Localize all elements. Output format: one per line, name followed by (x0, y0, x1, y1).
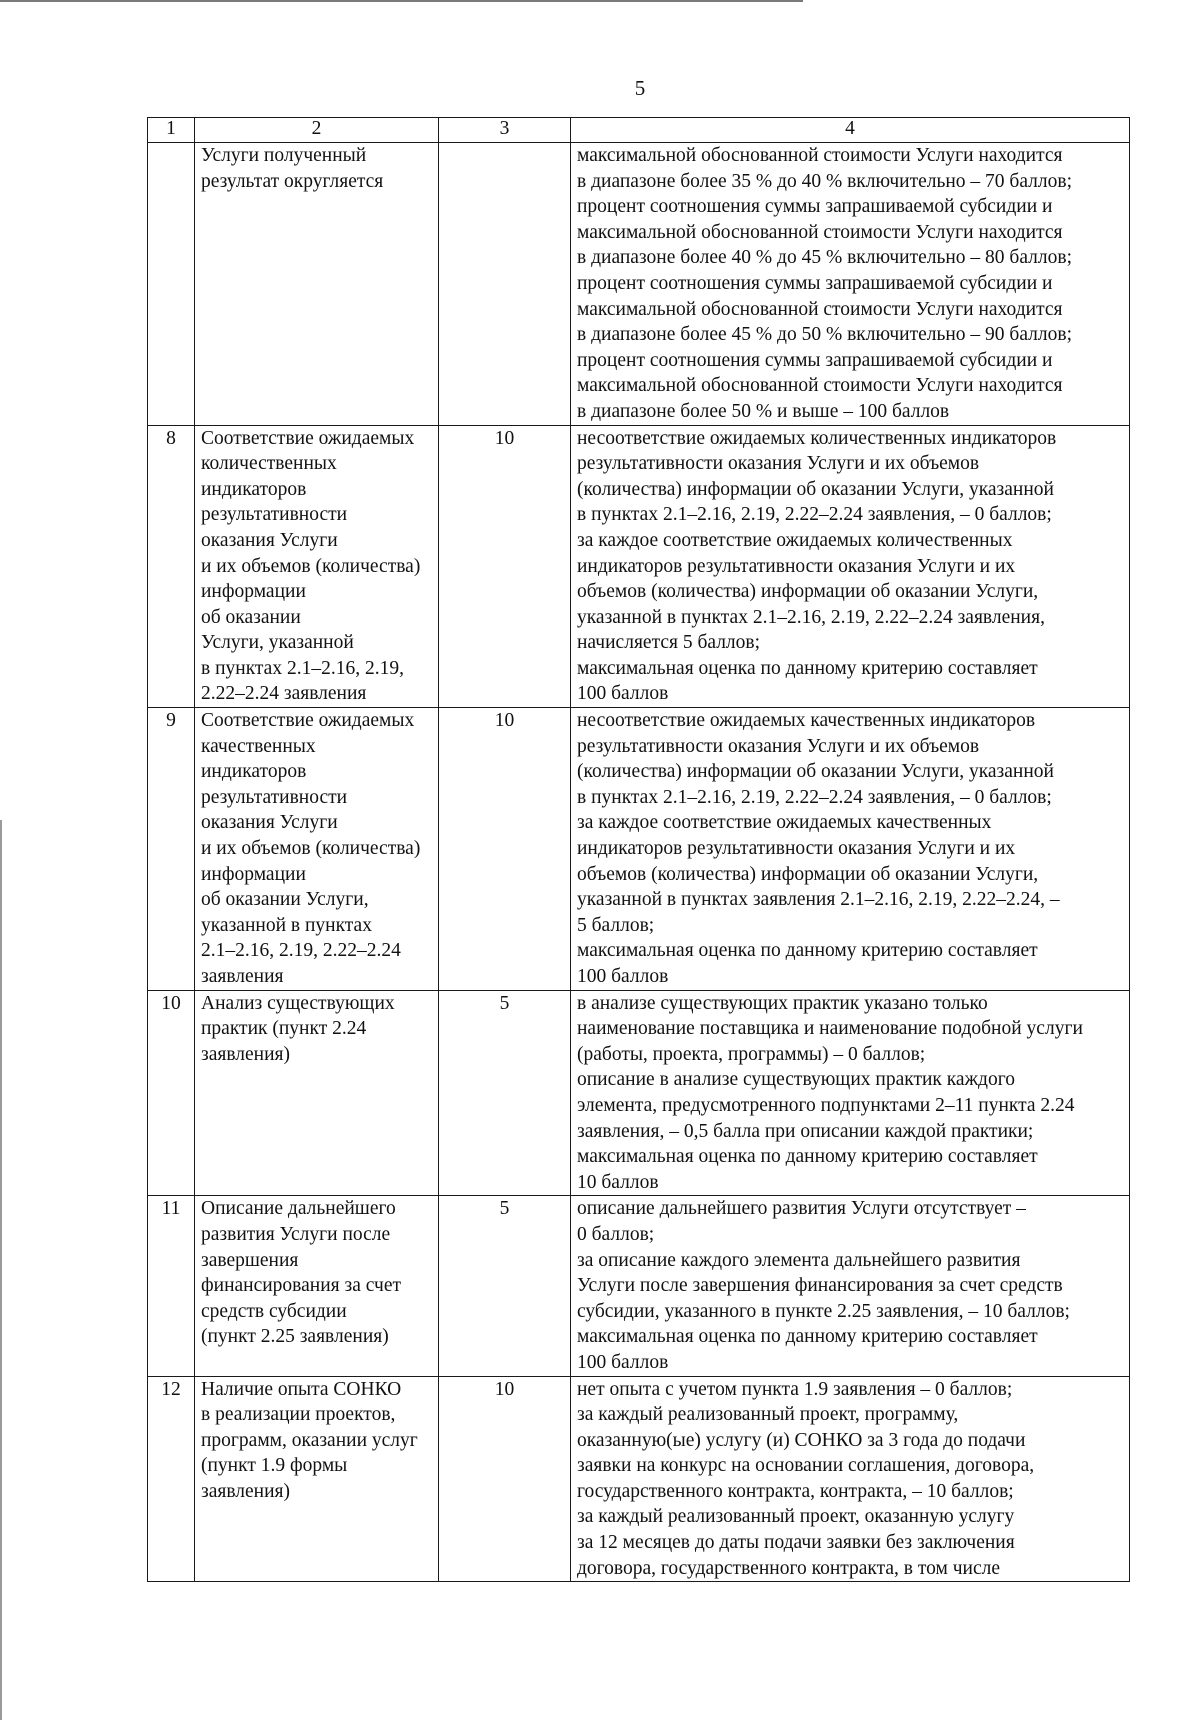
row-number (148, 143, 195, 426)
scoring-description-cell (571, 1376, 1130, 1582)
max-score-cell: 5 (439, 1196, 571, 1376)
criterion-text-line: (пункт 1.9 формы (201, 1455, 348, 1477)
description-text-line: за 12 месяцев до даты подачи заявки без заключения (577, 1532, 1015, 1554)
description-text-line: элемента, предусмотренного подпунктами 2–11 пункта 2.24 (577, 1094, 1075, 1116)
criterion-text-line: программ, оказании услуг (201, 1429, 418, 1451)
description-text-line: несоответствие ожидаемых количественных индикаторов (577, 427, 1057, 449)
criterion-text-line: Наличие опыта СОНКО (201, 1378, 402, 1400)
description-text-line: за каждое соответствие ожидаемых количественных (577, 529, 1013, 551)
description-text-line: договора, государственного контракта, в том числе (577, 1557, 1001, 1579)
criterion-text-line: результативности (201, 504, 348, 526)
scoring-description-cell (571, 143, 1130, 426)
criterion-text-line: в пунктах 2.1–2.16, 2.19, (201, 657, 404, 679)
description-text-line: несоответствие ожидаемых качественных индикаторов (577, 710, 1036, 732)
description-text-line: максимальной обоснованной стоимости Услуги находится (577, 145, 1063, 166)
column-number-3: 3 (439, 118, 571, 143)
description-text-line: результативности оказания Услуги и их объемов (577, 735, 980, 757)
description-text-line: за каждое соответствие ожидаемых качественных (577, 812, 992, 834)
description-text-line: процент соотношения суммы запрашиваемой субсидии и (577, 349, 1053, 371)
table-row (148, 1376, 1130, 1582)
description-text-line: начисляется 5 баллов; (577, 632, 761, 654)
description-text-line: в пунктах 2.1–2.16, 2.19, 2.22–2.24 заявления, – 0 баллов; (577, 786, 1052, 808)
description-text-line: объемов (количества) информации об оказании Услуги, (577, 581, 1039, 603)
criterion-text-line: (пункт 2.25 заявления) (201, 1326, 389, 1348)
max-score-cell (439, 143, 571, 426)
description-text-line: указанной в пунктах 2.1–2.16, 2.19, 2.22–2.24 заявления, (577, 606, 1045, 628)
description-text-line: указанной в пунктах заявления 2.1–2.16, 2.19, 2.22–2.24, – (577, 889, 1060, 911)
description-text-line: процент соотношения суммы запрашиваемой субсидии и (577, 272, 1053, 294)
criterion-text-line: Описание дальнейшего (201, 1198, 396, 1220)
criterion-text-line: Анализ существующих (201, 992, 395, 1014)
description-text-line: за каждый реализованный проект, программу, (577, 1404, 959, 1426)
description-text-line: заявки на конкурс на основании соглашения, договора, (577, 1455, 1035, 1477)
criteria-table (147, 117, 1130, 1582)
description-text-line: за описание каждого элемента дальнейшего развития (577, 1249, 1021, 1271)
description-text-line: 5 баллов; (577, 914, 655, 936)
scan-top-rule (0, 0, 803, 2)
description-text-line: описание в анализе существующих практик каждого (577, 1069, 1015, 1091)
column-number-1: 1 (148, 118, 195, 143)
description-text-line: 10 баллов (577, 1171, 659, 1193)
criterion-cell (195, 990, 439, 1196)
criterion-text-line: количественных (201, 453, 337, 475)
criterion-text-line: завершения (201, 1249, 299, 1271)
description-text-line: 100 баллов (577, 1351, 669, 1373)
row-number: 12 (148, 1376, 195, 1582)
criterion-text-line: информации (201, 581, 306, 603)
description-text-line: в пунктах 2.1–2.16, 2.19, 2.22–2.24 заявления, – 0 баллов; (577, 504, 1052, 526)
criterion-text-line: заявления) (201, 1480, 290, 1502)
table-row (148, 990, 1130, 1196)
description-text-line: 100 баллов (577, 683, 669, 705)
table-row (148, 1196, 1130, 1376)
criterion-text-line: информации (201, 863, 306, 885)
criterion-text-line: результат округляется (201, 170, 384, 192)
criterion-text-line: заявления) (201, 1043, 290, 1065)
description-text-line: процент соотношения суммы запрашиваемой субсидии и (577, 196, 1053, 218)
criterion-cell (195, 1376, 439, 1582)
description-text-line: максимальная оценка по данному критерию составляет (577, 940, 1038, 962)
description-text-line: результативности оказания Услуги и их объемов (577, 453, 980, 475)
criterion-text-line: финансирования за счет (201, 1275, 401, 1297)
description-text-line: максимальная оценка по данному критерию составляет (577, 1146, 1038, 1168)
description-text-line: субсидии, указанного в пункте 2.25 заявления, – 10 баллов; (577, 1300, 1070, 1322)
row-number: 9 (148, 708, 195, 991)
description-text-line: в диапазоне более 35 % до 40 % включительно – 70 баллов; (577, 170, 1073, 192)
page-number: 5 (634, 76, 646, 100)
description-text-line: 100 баллов (577, 966, 669, 987)
description-text-line: в диапазоне более 40 % до 45 % включительно – 80 баллов; (577, 247, 1073, 269)
criterion-text-line: и их объемов (количества) (201, 555, 421, 577)
description-text-line: наименование поставщика и наименование подобной услуги (577, 1018, 1083, 1040)
description-text-line: государственного контракта, контракта, – 10 баллов; (577, 1480, 1014, 1502)
description-text-line: (количества) информации об оказании Услуги, указанной (577, 478, 1054, 500)
criterion-text-line: оказания Услуги (201, 529, 338, 551)
description-text-line: 0 баллов; (577, 1223, 655, 1245)
description-text-line: в диапазоне более 50 % и выше – 100 баллов (577, 400, 950, 422)
description-text-line: (работы, проекта, программы) – 0 баллов; (577, 1043, 926, 1065)
criterion-cell (195, 425, 439, 708)
table-row (148, 143, 1130, 426)
description-text-line: заявления, – 0,5 балла при описании каждой практики; (577, 1120, 1034, 1142)
criterion-text-line: развития Услуги после (201, 1223, 391, 1245)
scoring-description-cell (571, 1196, 1130, 1376)
description-text-line: в диапазоне более 45 % до 50 % включительно – 90 баллов; (577, 324, 1073, 346)
max-score-cell: 10 (439, 1376, 571, 1582)
criterion-text-line: практик (пункт 2.24 (201, 1018, 367, 1040)
description-text-line: максимальной обоснованной стоимости Услуги находится (577, 375, 1063, 397)
description-text-line: Услуги после завершения финансирования за счет средств (577, 1275, 1063, 1297)
criterion-cell (195, 708, 439, 991)
criterion-text-line: Услуги, указанной (201, 632, 354, 654)
column-number-row (148, 118, 1130, 143)
criterion-text-line: оказания Услуги (201, 812, 338, 834)
criterion-text-line: и их объемов (количества) (201, 838, 421, 860)
description-text-line: индикаторов результативности оказания Услуги и их (577, 555, 1016, 577)
row-number: 8 (148, 425, 195, 708)
criterion-text-line: индикаторов (201, 478, 307, 500)
criterion-text-line: средств субсидии (201, 1300, 347, 1322)
row-number: 11 (148, 1196, 195, 1376)
criterion-text-line: Соответствие ожидаемых (201, 710, 415, 732)
scan-left-rule (0, 820, 2, 1720)
description-text-line: нет опыта с учетом пункта 1.9 заявления – 0 баллов; (577, 1378, 1013, 1400)
scoring-description-cell (571, 425, 1130, 708)
column-number-2: 2 (195, 118, 439, 143)
criterion-cell (195, 1196, 439, 1376)
table-row (148, 708, 1130, 991)
criterion-text-line: в реализации проектов, (201, 1404, 396, 1426)
table-row (148, 425, 1130, 708)
criterion-text-line: Соответствие ожидаемых (201, 427, 415, 449)
criterion-text-line: качественных (201, 735, 316, 757)
description-text-line: оказанную(ые) услугу (и) СОНКО за 3 года до подачи (577, 1429, 1026, 1451)
scoring-description-cell (571, 708, 1130, 991)
criterion-text-line: об оказании (201, 606, 301, 628)
description-text-line: максимальная оценка по данному критерию составляет (577, 657, 1038, 679)
criterion-text-line: 2.22–2.24 заявления (201, 683, 367, 705)
scoring-description-cell (571, 990, 1130, 1196)
criterion-text-line: индикаторов (201, 761, 307, 783)
max-score-cell: 5 (439, 990, 571, 1196)
criterion-text-line: 2.1–2.16, 2.19, 2.22–2.24 (201, 940, 401, 962)
description-text-line: в анализе существующих практик указано только (577, 992, 988, 1014)
max-score-cell: 10 (439, 708, 571, 991)
criterion-text-line: результативности (201, 786, 348, 808)
criterion-text-line: указанной в пунктах (201, 914, 372, 936)
description-text-line: максимальной обоснованной стоимости Услуги находится (577, 221, 1063, 243)
description-text-line: максимальной обоснованной стоимости Услуги находится (577, 298, 1063, 320)
description-text-line: максимальная оценка по данному критерию составляет (577, 1326, 1038, 1348)
criterion-cell (195, 143, 439, 426)
description-text-line: объемов (количества) информации об оказании Услуги, (577, 863, 1039, 885)
column-number-4: 4 (571, 118, 1130, 143)
description-text-line: (количества) информации об оказании Услуги, указанной (577, 761, 1054, 783)
description-text-line: описание дальнейшего развития Услуги отсутствует – (577, 1198, 1026, 1220)
criterion-text-line: заявления (201, 966, 284, 987)
description-text-line: за каждый реализованный проект, оказанную услугу (577, 1506, 1015, 1528)
row-number: 10 (148, 990, 195, 1196)
description-text-line: индикаторов результативности оказания Услуги и их (577, 838, 1016, 860)
max-score-cell: 10 (439, 425, 571, 708)
criterion-text-line: Услуги полученный (201, 145, 367, 166)
criterion-text-line: об оказании Услуги, (201, 889, 369, 911)
